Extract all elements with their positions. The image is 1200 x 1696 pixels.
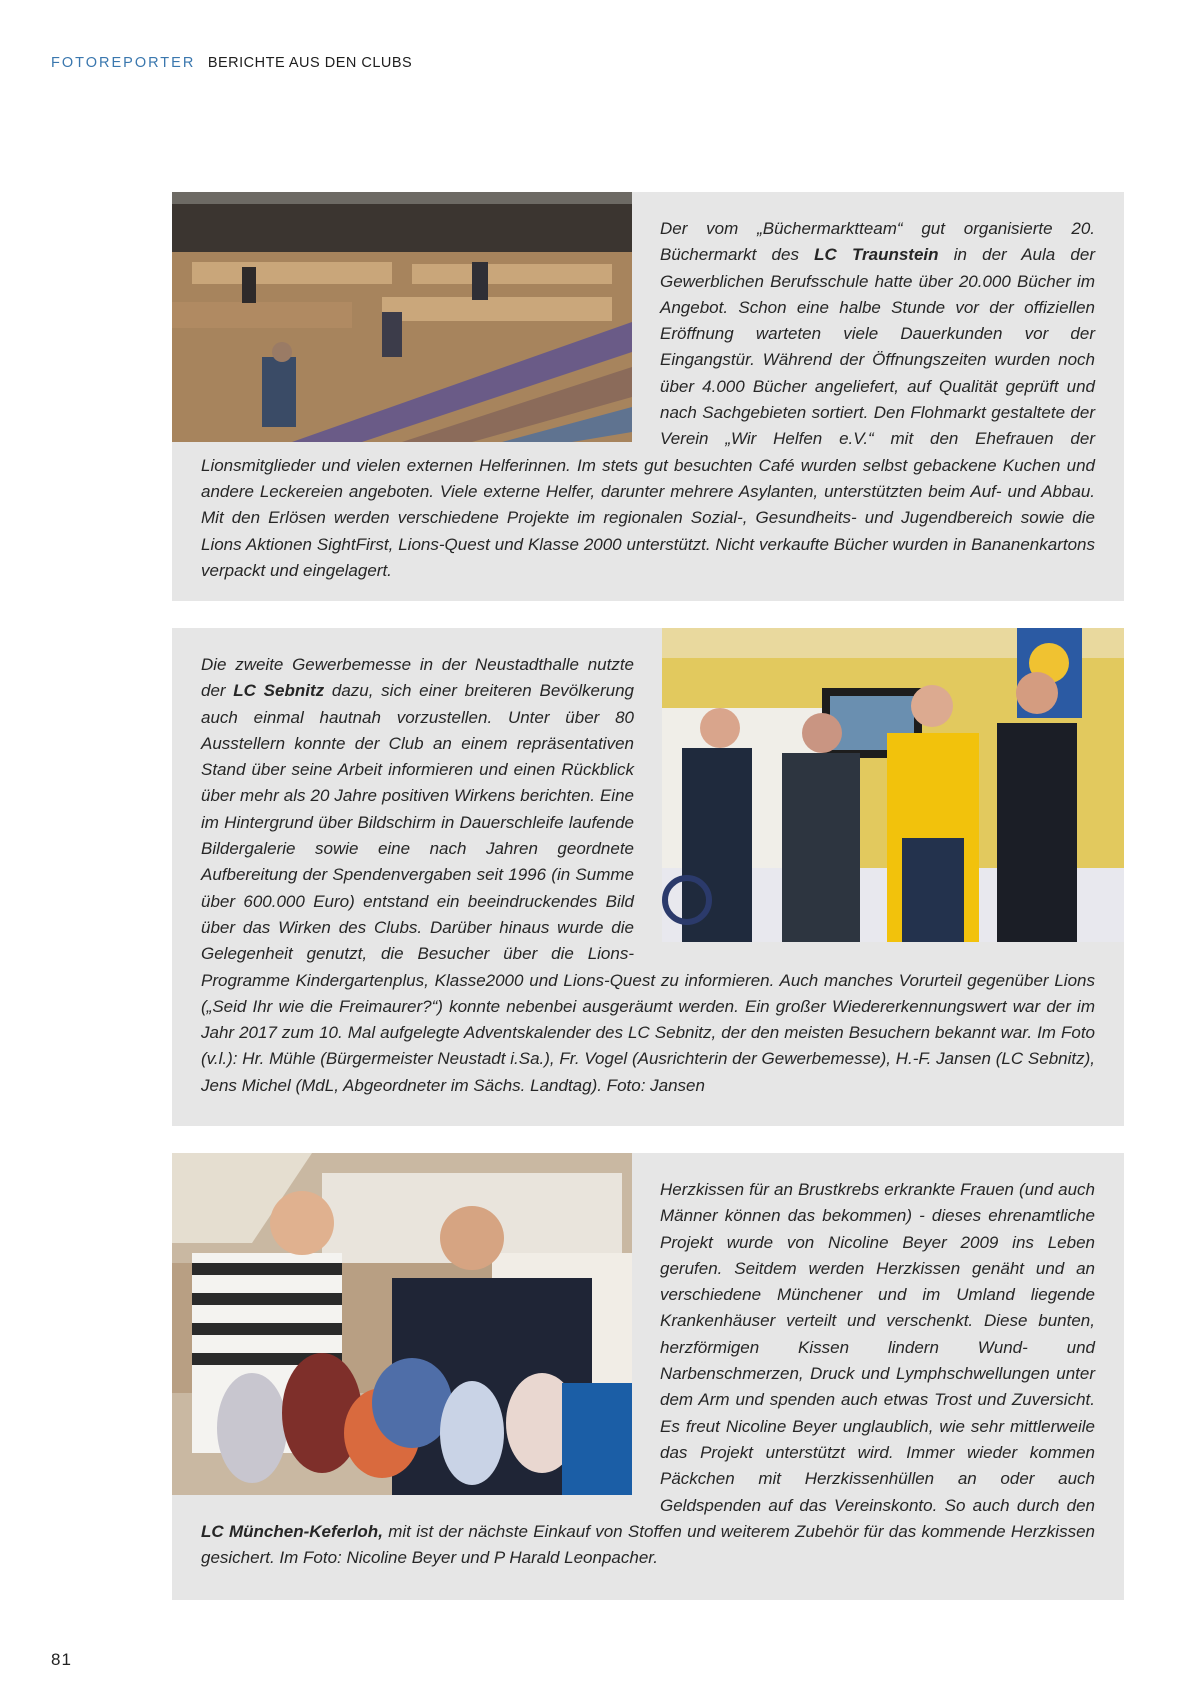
section-title: FOTOREPORTER <box>51 55 196 71</box>
article-text-body: dazu, sich einer breiteren Bevölkerung auch einmal hautnah vorzustellen. Unter über 80 Ausstellern konnte der Club an einem repräsentativen Stand über seine Arbeit informieren und einen Rückblick über mehr als 20 Jahre positiven Wirkens berichten. Eine im Hintergrund über Bildschirm in Dauerschleife laufende Bildergalerie sowie eine nach Jahren geordnete Aufbereitung der Spendenvergaben seit 1996 (in Summe über 600.000 Euro) entstand ein beeindruckendes Bild über das Wirken des Clubs. Darüber hinaus wurde die Gelegenheit genutzt, die Besucher über die Lions-Programme Kindergartenplus, Klasse2000 und Lions-Quest zu informieren. Auch manches Vorurteil gegenüber Lions („Seid Ihr wie die Freimaurer?“) konnte nebenbei ausgeräumt werden. Ein großer Wiedererkennungswert war der im Jahr 2017 zum 10. Mal aufgelegte Adventskalender des LC Sebnitz, der den meisten Besuchern bekannt war. Im Foto (v.l.): Hr. Mühle (Bürgermeister Neustadt i.Sa.), Fr. Vogel (Ausrichterin der Gewerbemesse), H.-F. Jansen (LC Sebnitz), Jens Michel (MdL, Abgeordneter im Sächs. Landtag). Foto: Jansen <box>201 681 1095 1095</box>
article-traunstein <box>172 192 1124 601</box>
heart-cushions-photo <box>172 1153 632 1495</box>
trade-fair-photo <box>662 628 1124 942</box>
article-muenchen-keferloh <box>172 1153 1124 1600</box>
article-text-intro: Der vom „Büchermarktteam“ gut organisierte 20. Büchermarkt des <box>660 219 1095 265</box>
club-name: LC München-Keferloh, <box>201 1521 383 1541</box>
page-number: 81 <box>51 1650 72 1669</box>
section-subtitle: BERICHTE AUS DEN CLUBS <box>207 55 413 71</box>
article-sebnitz <box>172 628 1124 1126</box>
book-market-photo <box>172 192 632 442</box>
club-name: LC Sebnitz <box>233 681 325 701</box>
article-text-intro: Herzkissen für an Brustkrebs erkrankte Frauen (und auch Männer können das bekommen) - dieses ehrenamtliche Projekt wurde von Nicoline Beyer 2009 ins Leben gerufen. Seitdem werden Herzkissen genäht und an verschiedene Münchener und im Umland liegende Krankenhäuser verteilt und verschenkt. Diese bunten, herzförmigen Kissen lindern Wund- und Narbenschmerzen, Druck und Lymphschwellungen unter dem Arm und spenden auch etwas Trost und Zuversicht. Es freut Nicoline Beyer unglaublich, wie sehr mittlerweile das Projekt unterstützt wird. Immer wieder kommen Päckchen mit Herzkissenhüllen an oder auch Geldspenden auf das Vereinskonto. So auch durch den <box>660 1180 1095 1515</box>
club-name: LC Traunstein <box>814 245 939 265</box>
article-text-body: mit ist der nächste Einkauf von Stoffen und weiterem Zubehör für das kommende Herzkissen gesichert. Im Foto: Nicoline Beyer und P Harald Leonpacher. <box>201 1521 1095 1568</box>
article-text-intro: Die zweite Gewerbemesse in der Neustadthalle nutzte der <box>201 655 634 701</box>
running-head <box>51 55 412 71</box>
article-text-body: in der Aula der Gewerblichen Berufsschule hatte über 20.000 Bücher im Angebot. Schon eine halbe Stunde vor der offiziellen Eröffnung warteten viele Dauerkunden vor der Eingangstür. Während der Öffnungszeiten wurden noch über 4.000 Bücher angeliefert, auf Qualität geprüft und nach Sachgebieten sortiert. Den Flohmarkt gestaltete der Verein „Wir Helfen e.V.“ mit den Ehefrauen der Lionsmitglieder und vielen externen Helferinnen. Im stets gut besuchten Café wurden selbst gebackene Kuchen und andere Leckereien angeboten. Viele externe Helfer, darunter mehrere Asylanten, unterstützten beim Auf- und Abbau. Mit den Erlösen werden verschiedene Projekte im regionalen Sozial-, Gesundheits- und Jugendbereich sowie die Lions Aktionen SightFirst, Lions-Quest und Klasse 2000 unterstützt. Nicht verkaufte Bücher wurden in Bananenkartons verpackt und eingelagert. <box>201 245 1095 580</box>
